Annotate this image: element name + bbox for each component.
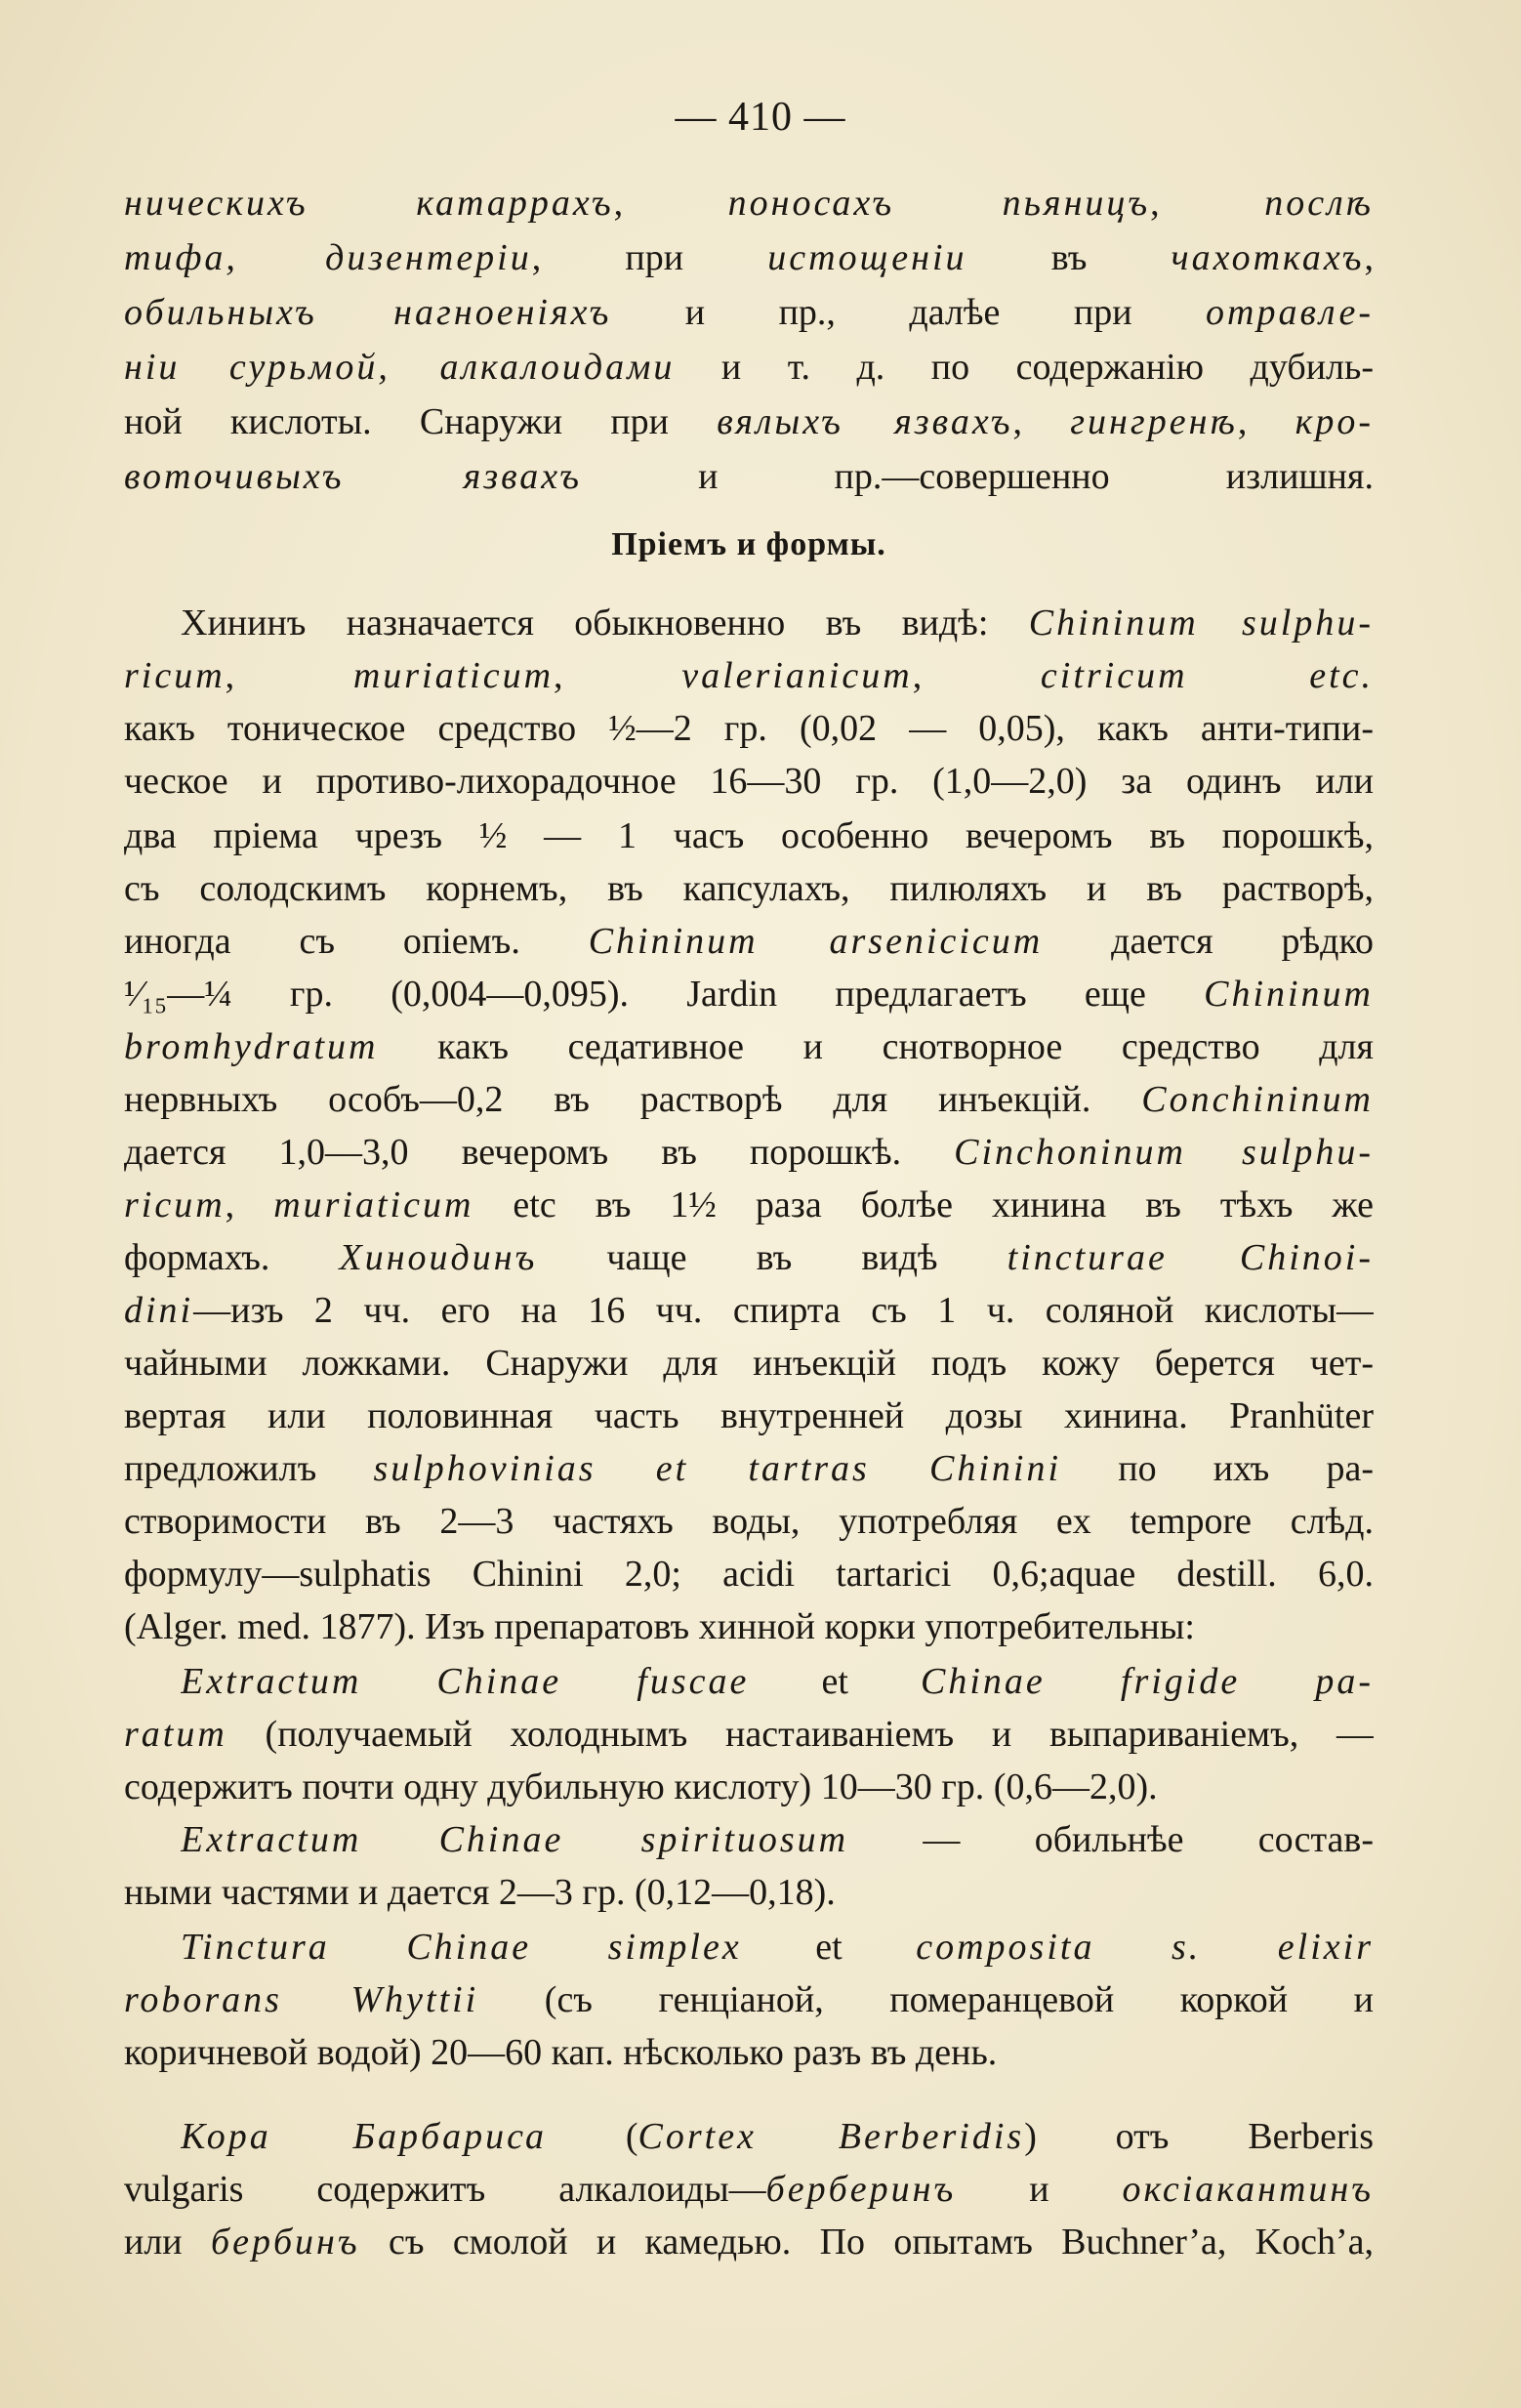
text-run: ( (547, 2116, 638, 2157)
text-line (181, 2109, 1374, 2164)
text-line (124, 2162, 1374, 2217)
italic-term: citricum etc. (1040, 655, 1374, 696)
italic-term: Chininum arsenicicum (588, 921, 1044, 962)
text-run: створимости въ 2—3 частяхъ воды, употребляя ex tempore слѣд. (124, 1501, 1374, 1542)
text-line (124, 967, 1374, 1021)
text-line (124, 809, 1374, 863)
text-line (124, 1178, 1374, 1232)
italic-term: Cinchoninum sulphu- (954, 1132, 1374, 1173)
text-line (124, 914, 1374, 969)
italic-term: воточивыхъ язвахъ (124, 456, 582, 497)
text-line (181, 596, 1374, 650)
text-line (124, 861, 1374, 916)
italic-term: Chininum sulphu- (1028, 602, 1374, 644)
text-run: съ солодскимъ корнемъ, въ капсулахъ, пилюляхъ и въ растворѣ, (124, 868, 1374, 909)
text-run: иногда съ опіемъ. (124, 921, 589, 962)
text-line (181, 1654, 1374, 1709)
text-run: формулу—sulphatis Chinini 2,0; acidi tartarici 0,6;aquae destill. 6,0. (124, 1554, 1374, 1595)
text-run: , (225, 1184, 274, 1225)
text-line (181, 1920, 1374, 1974)
text-run: чайными ложками. Снаружи для инъекцій подъ кожу берется чет- (124, 1343, 1374, 1384)
italic-term: отравле- (1206, 292, 1374, 333)
text-run: , (554, 655, 682, 696)
italic-term: вялыхъ язвахъ (717, 401, 1013, 442)
text-run: ной кислоты. Снаружи при (124, 401, 718, 442)
text-run: , (1364, 237, 1374, 278)
text-run: et (749, 1661, 922, 1702)
text-run: дается 1,0—3,0 вечеромъ въ порошкѣ. (124, 1132, 955, 1173)
italic-term: ricum (124, 655, 226, 696)
text-run: (получаемый холоднымъ настаиваніемъ и выпариваніемъ, — (226, 1714, 1374, 1755)
text-line (124, 1972, 1374, 2027)
text-line (124, 1494, 1374, 1549)
italic-term: ніи сурьмой, алкалоидами (124, 347, 676, 388)
text-run: , (912, 655, 1041, 696)
text-line (124, 285, 1374, 340)
italic-term: Chinae frigide pa- (921, 1661, 1374, 1702)
text-run: и т. д. по содержанію дубиль- (675, 347, 1374, 388)
text-run: и (956, 2169, 1123, 2210)
text-run: , (225, 655, 353, 696)
text-line (124, 1547, 1374, 1601)
text-line (124, 648, 1374, 703)
text-run: въ (966, 237, 1172, 278)
text-run: ¹⁄₁₅—¼ гр. (0,004—0,095). Jardin предлагаетъ еще (124, 974, 1205, 1015)
italic-term: истощеніи (767, 237, 967, 278)
text-run: (Alger. med. 1877). Изъ препаратовъ хинной корки употребительны: (124, 1606, 1195, 1647)
text-run: etc въ 1½ раза болѣе хинина въ тѣхъ же (473, 1184, 1374, 1225)
italic-term: sulphovinias et tartras Chinini (373, 1448, 1062, 1489)
italic-term: dini (124, 1290, 194, 1331)
text-run: предложилъ (124, 1448, 374, 1489)
text-line (124, 1019, 1374, 1074)
text-line (124, 1707, 1374, 1762)
text-run: ) отъ Berberis (1024, 2116, 1374, 2157)
text-run: и пр.—совершенно излишня. (581, 456, 1374, 497)
text-run: (съ генціаной, померанцевой коркой и (478, 1979, 1374, 2020)
text-run: содержитъ почти одну дубильную кислоту) 10—30 гр. (0,6—2,0). (124, 1766, 1158, 1807)
text-line (124, 701, 1374, 756)
text-line (124, 1283, 1374, 1338)
text-line (124, 230, 1374, 285)
text-run: два пріема чрезъ ½ — 1 часъ особенно вечеромъ въ порошкѣ, (124, 815, 1374, 856)
text-run: и пр., далѣе при (611, 292, 1207, 333)
italic-term: ническихъ катаррахъ (124, 183, 614, 224)
italic-term: поносахъ пьяницъ (727, 183, 1151, 224)
section-heading: Пріемъ и формы. (611, 526, 886, 562)
text-run: , (1012, 401, 1071, 442)
italic-term: ratum (124, 1714, 227, 1755)
italic-term: Conchininum (1141, 1079, 1374, 1120)
text-line (124, 340, 1374, 394)
text-line (124, 754, 1374, 809)
italic-term: кро- (1295, 401, 1374, 442)
italic-term: оксіакантинъ (1122, 2169, 1374, 2210)
italic-term: Extractum Chinae spirituosum (181, 1819, 849, 1860)
text-line (124, 394, 1374, 449)
italic-term: тифа, дизентеріи (124, 237, 532, 278)
italic-term: composita s. elixir (916, 1927, 1374, 1968)
text-run: vulgaris содержитъ алкалоиды— (124, 2169, 766, 2210)
italic-term: Extractum Chinae fuscae (181, 1661, 750, 1702)
text-line (124, 2025, 1374, 2080)
text-line (124, 1599, 1374, 1654)
text-line (124, 1389, 1374, 1443)
text-run: какъ седативное и снотворное средство для (378, 1026, 1374, 1067)
text-run: по ихъ ра- (1061, 1448, 1374, 1489)
italic-term: valerianicum (681, 655, 913, 696)
text-run: et (741, 1927, 917, 1968)
text-line (124, 449, 1374, 504)
text-line (181, 1812, 1374, 1867)
text-line (124, 176, 1374, 230)
text-line (124, 1125, 1374, 1180)
text-run: ческое и противо-лихорадочное 16—30 гр. (1,0—2,0) за одинъ или (124, 761, 1374, 802)
text-run: чаще въ видѣ (537, 1237, 1007, 1278)
text-run: , (1150, 183, 1265, 224)
italic-term: Tinctura Chinae simplex (181, 1927, 742, 1968)
italic-term: Cortex Berberidis (637, 2116, 1025, 2157)
text-line (124, 1760, 1374, 1814)
text-line (124, 1441, 1374, 1496)
italic-term: чахоткахъ (1171, 237, 1365, 278)
italic-term: muriaticum (273, 1184, 474, 1225)
text-run: Хининъ назначается обыкновенно въ видѣ: (181, 602, 1029, 644)
italic-term: послѣ (1264, 183, 1374, 224)
text-run: —изъ 2 чч. его на 16 чч. спирта съ 1 ч. соляной кислоты— (193, 1290, 1374, 1331)
text-run: формахъ. (124, 1237, 340, 1278)
italic-term: берберинъ (765, 2169, 957, 2210)
italic-term: ricum (124, 1184, 226, 1225)
text-line (124, 2215, 1374, 2269)
text-run: ными частями и дается 2—3 гр. (0,12—0,18). (124, 1872, 836, 1913)
text-run: нервныхъ особъ—0,2 въ растворѣ для инъекцій. (124, 1079, 1142, 1120)
text-run: , при (531, 237, 768, 278)
text-run: коричневой водой) 20—60 кап. нѣсколько разъ въ день. (124, 2032, 998, 2073)
text-line (124, 1072, 1374, 1127)
text-run: , (613, 183, 728, 224)
text-line (124, 1865, 1374, 1920)
text-line (124, 1336, 1374, 1391)
text-line (124, 1230, 1374, 1285)
italic-term: обильныхъ нагноеніяхъ (124, 292, 612, 333)
page-number: — 410 — (675, 95, 846, 140)
italic-term: Кора Барбариса (181, 2116, 548, 2157)
text-run: съ смолой и камедью. По опытамъ Buchner’a, Koch’a, (359, 2221, 1374, 2263)
italic-term: roborans Whyttii (124, 1979, 479, 2020)
text-run: вертая или половинная часть внутренней дозы хинина. Pranhüter (124, 1395, 1374, 1436)
text-run: или (124, 2221, 211, 2263)
italic-term: гингренѣ (1070, 401, 1238, 442)
italic-term: bromhydratum (124, 1026, 379, 1067)
text-run: — обильнѣе состав- (848, 1819, 1374, 1860)
italic-term: Chininum (1204, 974, 1374, 1015)
italic-term: Хиноидинъ (339, 1237, 538, 1278)
italic-term: бербинъ (210, 2221, 360, 2263)
text-run: , (1237, 401, 1295, 442)
italic-term: tincturae Chinoi- (1007, 1237, 1374, 1278)
italic-term: muriaticum (352, 655, 555, 696)
text-run: какъ тоническое средство ½—2 гр. (0,02 — 0,05), какъ анти-типи- (124, 708, 1374, 749)
text-run: дается рѣдко (1043, 921, 1374, 962)
